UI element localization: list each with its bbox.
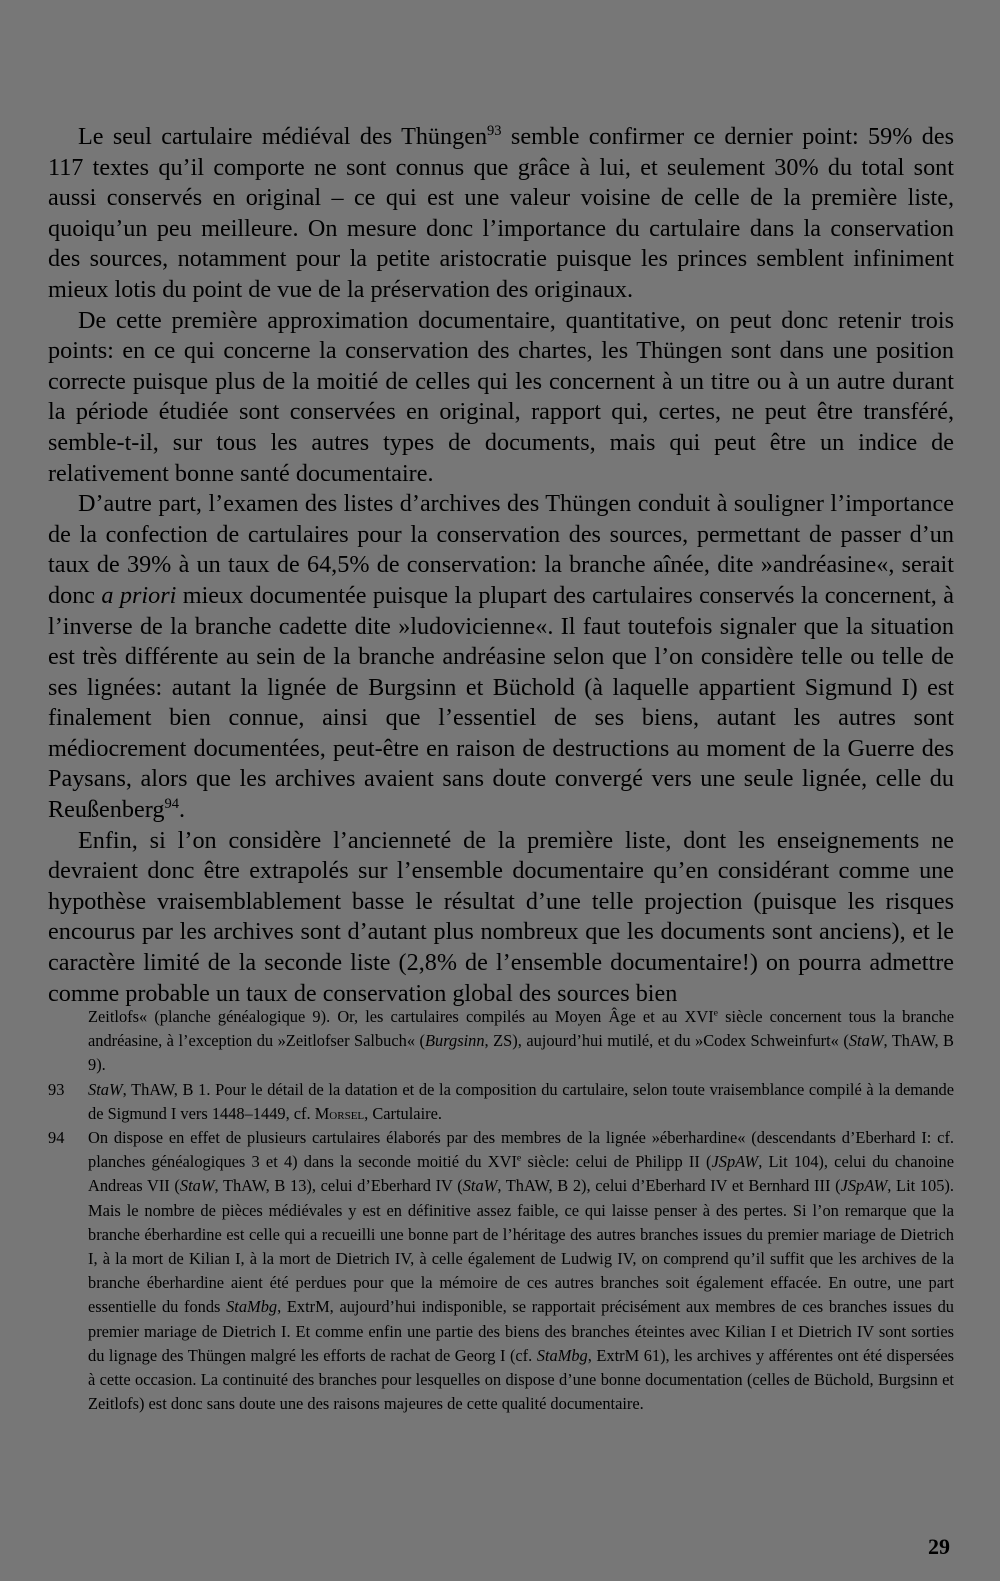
- text-run: semble confirmer ce dernier point: 59% des 117 textes qu’il comporte ne sont connus que grâce à lui, et seulement 30% du total sont aussi conservés en original – ce qui est une valeur voisine de celle de la première liste, quoiqu’un peu meilleure. On mesure donc l’importance du cartulaire dans la conservation des sources, notamment pour la petite aristocratie puisque les princes semblent infiniment mieux lotis du point de vue de la préservation des originaux.: [48, 123, 954, 303]
- text-run: On dispose en effet de plusieurs cartulaires élaborés par des membres de la lignée »éberhardine« (descendants d’Eberhard I: cf. planches généalogiques 3 et 4) dans la seconde moitié du XVI: [88, 1128, 954, 1172]
- paragraph-3: [48, 489, 954, 826]
- italic-ref: StaW: [179, 1176, 215, 1196]
- paragraph-1: [48, 122, 954, 306]
- italic-phrase: a priori: [101, 581, 177, 609]
- text-run: , Lit 104), celui du chanoine Andreas VII (: [88, 1152, 954, 1196]
- italic-ref: StaW: [848, 1031, 884, 1051]
- text-run: Le seul cartulaire médiéval des Thüngen: [78, 123, 488, 150]
- footnote-ref-94[interactable]: 94: [164, 796, 179, 812]
- text-run: , Cartulaire.: [364, 1103, 442, 1123]
- text-run: , ThAW, B 2), celui d’Eberhard IV et Bernhard III (: [497, 1176, 841, 1196]
- text-run: , ExtrM 61), les archives y afférentes ont été dispersées à cette occasion. La continuité des branches pour lesquelles on dispose d’une bonne documentation (celles de Büchold, Burgsinn et Zeitlofs) est donc sans doute une des raisons majeures de cette qualité documentaire.: [88, 1345, 954, 1414]
- text-run: mieux documentée puisque la plupart des cartulaires conservés la concernent, à l’inverse de la branche cadette dite »ludovicienne«. Il faut toutefois signaler que la situation est très différente au sein de la branche andréasine selon que l’on considère telle ou telle de ses lignées: autant la lignée de Burgsinn et Büchold (à laquelle appartient Sigmund I) est finalement bien connue, ainsi que l’essentiel de ses biens, autant les autres sont médiocrement documentées, peut-être en raison de destructions au moment de la Guerre des Paysans, alors que les archives avaient sans doute convergé vers une seule lignée, celle du Reußenberg: [48, 581, 954, 824]
- paragraph-2: De cette première approximation documentaire, quantitative, on peut donc retenir trois points: en ce qui concerne la conservation des chartes, les Thüngen sont dans une position correcte puisque plus de la moitié de celles qui les concernent à un titre ou à un autre durant la période étudiée sont conservées en original, rapport qui, certes, ne peut être transféré, semble-t-il, sur tous les autres types de documents, mais qui peut être un indice de relativement bonne santé documentaire.: [48, 306, 954, 487]
- footnote-number: 94: [48, 1128, 65, 1148]
- italic-ref: StaW: [88, 1079, 123, 1099]
- superscript: e: [516, 1152, 522, 1164]
- text-run: , ThAW, B 13), celui d’Eberhard IV (: [214, 1176, 463, 1196]
- paragraph-4: Enfin, si l’on considère l’ancienneté de la première liste, dont les enseignements ne devraient donc être extrapolés sur l’ensemble documentaire qu’en considérant comme une hypothèse vraisemblablement basse le résultat d’une telle projection (puisque les risques encourus par les archives sont d’autant plus nombreux que les documents sont anciens), et le caractère limité de la seconde liste (2,8% de l’ensemble documentaire!) on pourra admettre comme probable un taux de conservation global des sources bien: [48, 826, 954, 1007]
- text-run: , ThAW, B 1. Pour le détail de la datation et de la composition du cartulaire, selon toute vraisemblance compilé à la demande de Sigmund I vers 1448–1449, cf.: [88, 1079, 954, 1123]
- text-run: D’autre part, l’examen des listes d’archives des Thüngen conduit à souligner l’importance de la confection de cartulaires pour la conservation des sources, permettant de passer d’un taux de 39% à un taux de 64,5% de conservation: la branche aînée, dite »andréasine«, serait donc: [48, 490, 954, 609]
- main-text: [48, 122, 954, 1009]
- text-run: siècle concernent tous la branche andréasine, à l’exception du »Zeitlofser Salbuch« (: [88, 1007, 954, 1051]
- footnote-continuation: [48, 1005, 954, 1078]
- footnote-93: [48, 1078, 954, 1126]
- italic-ref: JSpAW: [840, 1176, 888, 1196]
- author-name: Morsel: [314, 1103, 365, 1123]
- footnote-ref-93[interactable]: 93: [487, 122, 502, 139]
- italic-ref: Burgsinn: [425, 1031, 485, 1051]
- page-number: 29: [928, 1534, 950, 1559]
- footnote-number: 93: [48, 1079, 65, 1099]
- text-run: siècle: celui de Philipp II (: [521, 1152, 712, 1172]
- italic-ref: JSpAW: [711, 1152, 759, 1172]
- italic-ref: StaW: [462, 1176, 498, 1196]
- italic-ref: StaMbg: [226, 1297, 278, 1317]
- superscript: e: [713, 1007, 719, 1019]
- italic-ref: StaMbg: [536, 1345, 588, 1365]
- text-run: .: [178, 796, 185, 824]
- text-run: , ThAW, B 9).: [88, 1031, 954, 1075]
- footnote-94: [48, 1126, 954, 1416]
- text-run: , ExtrM, aujourd’hui indisponible, se rapportait précisément aux membres de ces branches issues du premier mariage de Dietrich I. Et comme enfin une partie des biens des branches éteintes avec Kilian I et Dietrich IV sont sorties du lignage des Thüngen malgré les efforts de rachat de Georg I (cf.: [88, 1297, 954, 1365]
- text-run: , Lit 105). Mais le nombre de pièces médiévales y est en définitive assez faible, ce qui laisse penser à des pertes. Si l’on remarque que la branche éberhardine est celle qui a recueilli une bonne part de l’héritage des autres branches issues du premier mariage de Dietrich I, à la mort de Kilian I, à la mort de Dietrich IV, à celle également de Ludwig IV, on comprend qu’il suffit que les archives de la branche éberhardine aient été perdues pour que la mémoire de ces autres branches soit également effacée. En outre, une part essentielle du fonds: [88, 1176, 954, 1317]
- footnotes: [48, 1005, 954, 1416]
- text-run: Zeitlofs« (planche généalogique 9). Or, les cartulaires compilés au Moyen Âge et au XVI: [88, 1007, 714, 1026]
- text-run: , ZS), aujourd’hui mutilé, et du »Codex Schweinfurt« (: [484, 1031, 849, 1051]
